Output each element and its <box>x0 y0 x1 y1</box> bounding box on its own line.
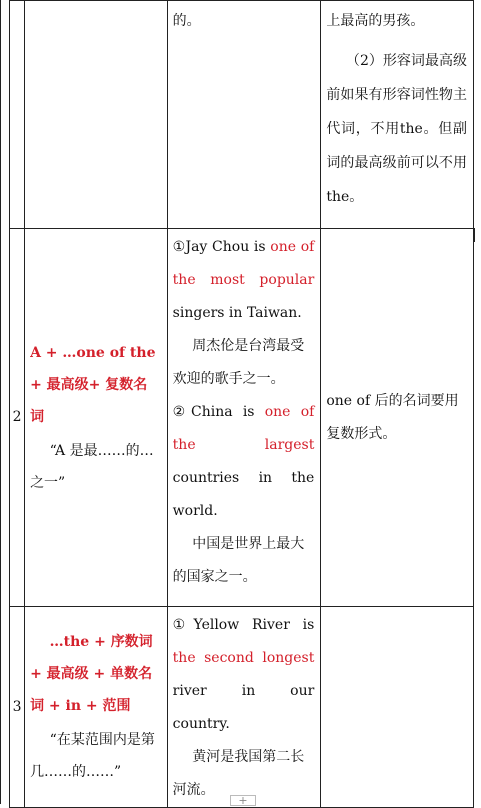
left-margin-line <box>0 0 1 804</box>
structure-meaning: “A 是最……的…之一” <box>30 442 154 491</box>
note-cell <box>321 1 474 229</box>
example-translation: 黄河是我国第二长河流。 <box>172 749 305 798</box>
table-row <box>10 229 474 607</box>
row-number-cell: 3 <box>10 607 25 808</box>
example-text: 的。 <box>172 13 201 29</box>
example-cell <box>167 1 321 229</box>
row-number-cell <box>10 1 25 229</box>
table-row <box>10 1 474 229</box>
example-cell <box>167 229 321 607</box>
example-sentence: ②China is one of the largest countries in the world. <box>172 404 315 519</box>
table-add-row-handle[interactable]: + <box>230 795 256 806</box>
note-text: one of 后的名词要用复数形式。 <box>326 392 459 442</box>
example-translation: 中国是世界上最大的国家之一。 <box>172 536 305 585</box>
structure-formula: A + …one of the + 最高级+ 复数名词 <box>30 344 156 425</box>
note-text: （2）形容词最高级前如果有形容词性物主代词，不用the。但副词的最高级前可以不用the。 <box>326 53 467 205</box>
right-edge-mark <box>473 228 475 242</box>
structure-cell <box>25 229 168 607</box>
example-cell <box>167 607 321 808</box>
structure-formula: …the + 序数词 + 最高级 + 单数名词 + in + 范围 <box>30 634 153 714</box>
row-number-cell: 2 <box>10 229 25 607</box>
grammar-table <box>9 0 474 808</box>
example-translation: 周杰伦是台湾最受欢迎的歌手之一。 <box>172 338 305 387</box>
table-row <box>10 607 474 808</box>
note-text: 上最高的男孩。 <box>326 13 425 29</box>
structure-meaning: “在某范围内是第几……的……” <box>30 732 155 780</box>
note-cell <box>321 607 474 808</box>
example-sentence: ①Yellow River is the second longest river in our country. <box>172 617 315 732</box>
note-cell <box>321 229 474 607</box>
structure-cell <box>25 607 168 808</box>
structure-cell <box>25 1 168 229</box>
example-sentence: ①Jay Chou is one of the most popular singers in Taiwan. <box>172 239 315 321</box>
